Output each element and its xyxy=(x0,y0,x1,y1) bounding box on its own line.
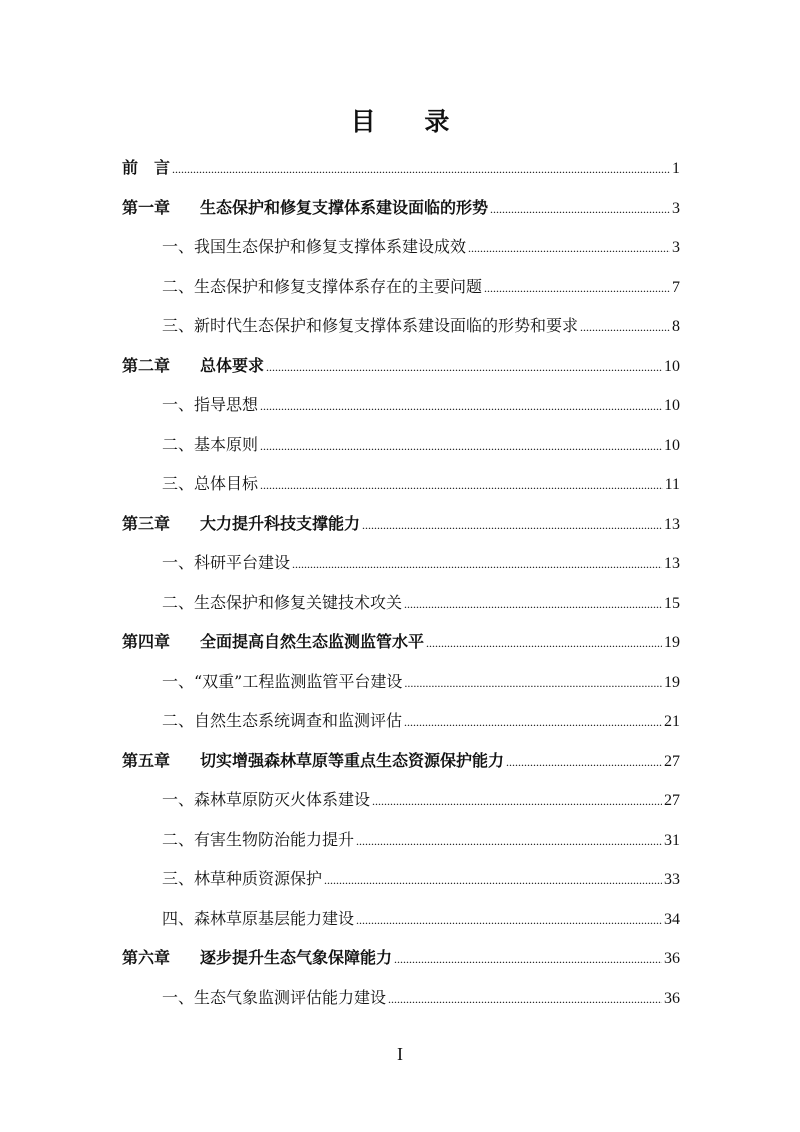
toc-page-number: 36 xyxy=(664,989,680,1007)
toc-section-title: 四、森林草原基层能力建设 xyxy=(162,908,355,928)
toc-entry-title xyxy=(162,859,322,899)
toc-chapter-number: 第五章 xyxy=(122,750,171,770)
toc-entry-title xyxy=(122,622,424,662)
toc-entry-title xyxy=(162,543,290,583)
toc-chapter-number: 第四章 xyxy=(122,632,171,651)
toc-entry-title xyxy=(162,820,354,860)
toc-dot-leader xyxy=(356,900,662,941)
toc-page-number: 13 xyxy=(664,515,680,533)
toc-page-number: 10 xyxy=(664,357,680,375)
toc-entry-title xyxy=(122,504,360,544)
toc-section-entry[interactable] xyxy=(122,780,680,820)
toc-page-number: 19 xyxy=(664,673,680,691)
toc-page-number: 13 xyxy=(664,555,680,572)
toc-chapter-title: 切实增强森林草原等重点生态资源保护能力 xyxy=(200,750,505,770)
toc-entry-title xyxy=(162,306,578,346)
toc-dot-leader xyxy=(292,544,662,585)
toc-page-number: 8 xyxy=(672,318,680,335)
toc-dot-leader xyxy=(404,702,662,743)
toc-chapter-entry[interactable] xyxy=(122,188,680,228)
toc-page-number: 33 xyxy=(664,871,680,888)
toc-section-title: 二、基本原则 xyxy=(162,434,259,454)
toc-entry-title xyxy=(162,464,258,504)
toc-entry-title xyxy=(162,227,466,267)
toc-chapter-entry[interactable] xyxy=(122,148,680,188)
toc-chapter-title: 生态保护和修复支撑体系建设面临的形势 xyxy=(200,197,489,217)
toc-chapter-entry[interactable] xyxy=(122,346,680,386)
toc-chapter-number: 第三章 xyxy=(122,513,171,533)
toc-dot-leader xyxy=(468,228,670,269)
page-title: 目 录 xyxy=(350,107,470,136)
toc-entry-title xyxy=(162,978,386,1018)
toc-dot-leader xyxy=(372,781,662,822)
toc-chapter-entry[interactable] xyxy=(122,938,680,978)
toc-dot-leader xyxy=(394,939,662,980)
toc-chapter-number: 第六章 xyxy=(122,948,171,967)
toc-page-number: 31 xyxy=(664,831,680,849)
toc-section-title: 一、“双重”工程监测监管平台建设 xyxy=(162,671,403,691)
toc-dot-leader xyxy=(324,860,662,901)
toc-page-number: 10 xyxy=(664,397,680,414)
toc-section-title: 三、林草种质资源保护 xyxy=(162,869,323,888)
toc-page-number: 21 xyxy=(664,713,680,730)
toc-entry-title xyxy=(122,938,392,978)
toc-section-title: 二、生态保护和修复支撑体系存在的主要问题 xyxy=(162,276,483,296)
toc-page-number: 3 xyxy=(672,199,680,217)
toc-dot-leader xyxy=(260,465,663,506)
toc-page-number: 11 xyxy=(664,476,680,493)
toc-entry-title xyxy=(122,188,488,228)
toc-chapter-number: 第二章 xyxy=(122,355,171,375)
toc-dot-leader xyxy=(404,663,662,704)
toc-page-number: 10 xyxy=(664,436,680,454)
toc-section-title: 二、生态保护和修复关键技术攻关 xyxy=(162,592,403,612)
toc-dot-leader xyxy=(260,386,662,427)
toc-page-number: 19 xyxy=(664,634,680,651)
toc-dot-leader xyxy=(426,623,662,664)
toc-section-entry[interactable] xyxy=(122,978,680,1018)
toc-page-number: 36 xyxy=(664,950,680,967)
toc-dot-leader xyxy=(362,505,662,546)
toc-chapter-number: 前 言 xyxy=(122,158,171,177)
toc-dot-leader xyxy=(356,821,662,862)
toc-page-number: 27 xyxy=(664,752,680,770)
toc-section-entry[interactable] xyxy=(122,899,680,939)
toc-chapter-number: 第一章 xyxy=(122,197,171,217)
toc-section-entry[interactable] xyxy=(122,662,680,702)
toc-dot-leader xyxy=(580,307,670,348)
toc-section-title: 二、有害生物防治能力提升 xyxy=(162,829,355,849)
toc-dot-leader xyxy=(260,426,662,467)
toc-chapter-entry[interactable] xyxy=(122,504,680,544)
toc-dot-leader xyxy=(266,347,662,388)
toc-section-entry[interactable] xyxy=(122,385,680,425)
toc-section-entry[interactable] xyxy=(122,425,680,465)
toc-section-title: 一、指导思想 xyxy=(162,395,259,414)
toc-entry-title xyxy=(162,583,402,623)
toc-section-entry[interactable] xyxy=(122,583,680,623)
toc-chapter-title: 全面提高自然生态监测监管水平 xyxy=(200,632,425,651)
toc-dot-leader xyxy=(172,149,670,190)
toc-section-entry[interactable] xyxy=(122,464,680,504)
toc-dot-leader xyxy=(388,979,662,1020)
toc-page-number: 7 xyxy=(672,278,680,296)
toc-page-number: 1 xyxy=(672,160,680,177)
toc-entry-title xyxy=(162,899,354,939)
toc-section-title: 一、我国生态保护和修复支撑体系建设成效 xyxy=(162,237,467,256)
toc-dot-leader xyxy=(404,584,662,625)
toc-entry-title xyxy=(162,267,482,307)
toc-chapter-title: 逐步提升生态气象保障能力 xyxy=(200,948,393,967)
toc-section-title: 一、生态气象监测评估能力建设 xyxy=(162,987,387,1007)
toc-section-title: 三、新时代生态保护和修复支撑体系建设面临的形势和要求 xyxy=(162,316,579,335)
toc-page-number: 27 xyxy=(664,792,680,809)
toc-page-number: 34 xyxy=(664,910,680,928)
toc-entry-title xyxy=(162,425,258,465)
toc-section-title: 一、森林草原防灭火体系建设 xyxy=(162,790,371,809)
toc-section-entry[interactable] xyxy=(122,859,680,899)
toc-section-entry[interactable] xyxy=(122,227,680,267)
toc-entry-title xyxy=(162,385,258,425)
toc-entry-title xyxy=(122,148,170,188)
toc-section-entry[interactable] xyxy=(122,820,680,860)
toc-entry-title xyxy=(122,741,504,781)
toc-section-entry[interactable] xyxy=(122,306,680,346)
toc-chapter-title: 大力提升科技支撑能力 xyxy=(200,513,361,533)
toc-page-number: 3 xyxy=(672,239,680,256)
toc-dot-leader xyxy=(490,189,670,230)
toc-section-title: 一、科研平台建设 xyxy=(162,553,291,572)
toc-dot-leader xyxy=(484,268,670,309)
toc-dot-leader xyxy=(506,742,662,783)
toc-chapter-title: 总体要求 xyxy=(200,355,265,375)
toc-chapter-entry[interactable] xyxy=(122,622,680,662)
toc-entry-title xyxy=(162,780,370,820)
toc-entry-title xyxy=(122,346,264,386)
toc-entry-title xyxy=(162,662,402,702)
table-of-contents xyxy=(122,148,680,1017)
page-number: I xyxy=(397,1044,403,1064)
toc-section-title: 二、自然生态系统调查和监测评估 xyxy=(162,711,403,730)
toc-section-title: 三、总体目标 xyxy=(162,474,259,493)
toc-section-entry[interactable] xyxy=(122,701,680,741)
toc-entry-title xyxy=(162,701,402,741)
toc-chapter-entry[interactable] xyxy=(122,741,680,781)
toc-page-number: 15 xyxy=(664,594,680,612)
toc-section-entry[interactable] xyxy=(122,267,680,307)
toc-section-entry[interactable] xyxy=(122,543,680,583)
